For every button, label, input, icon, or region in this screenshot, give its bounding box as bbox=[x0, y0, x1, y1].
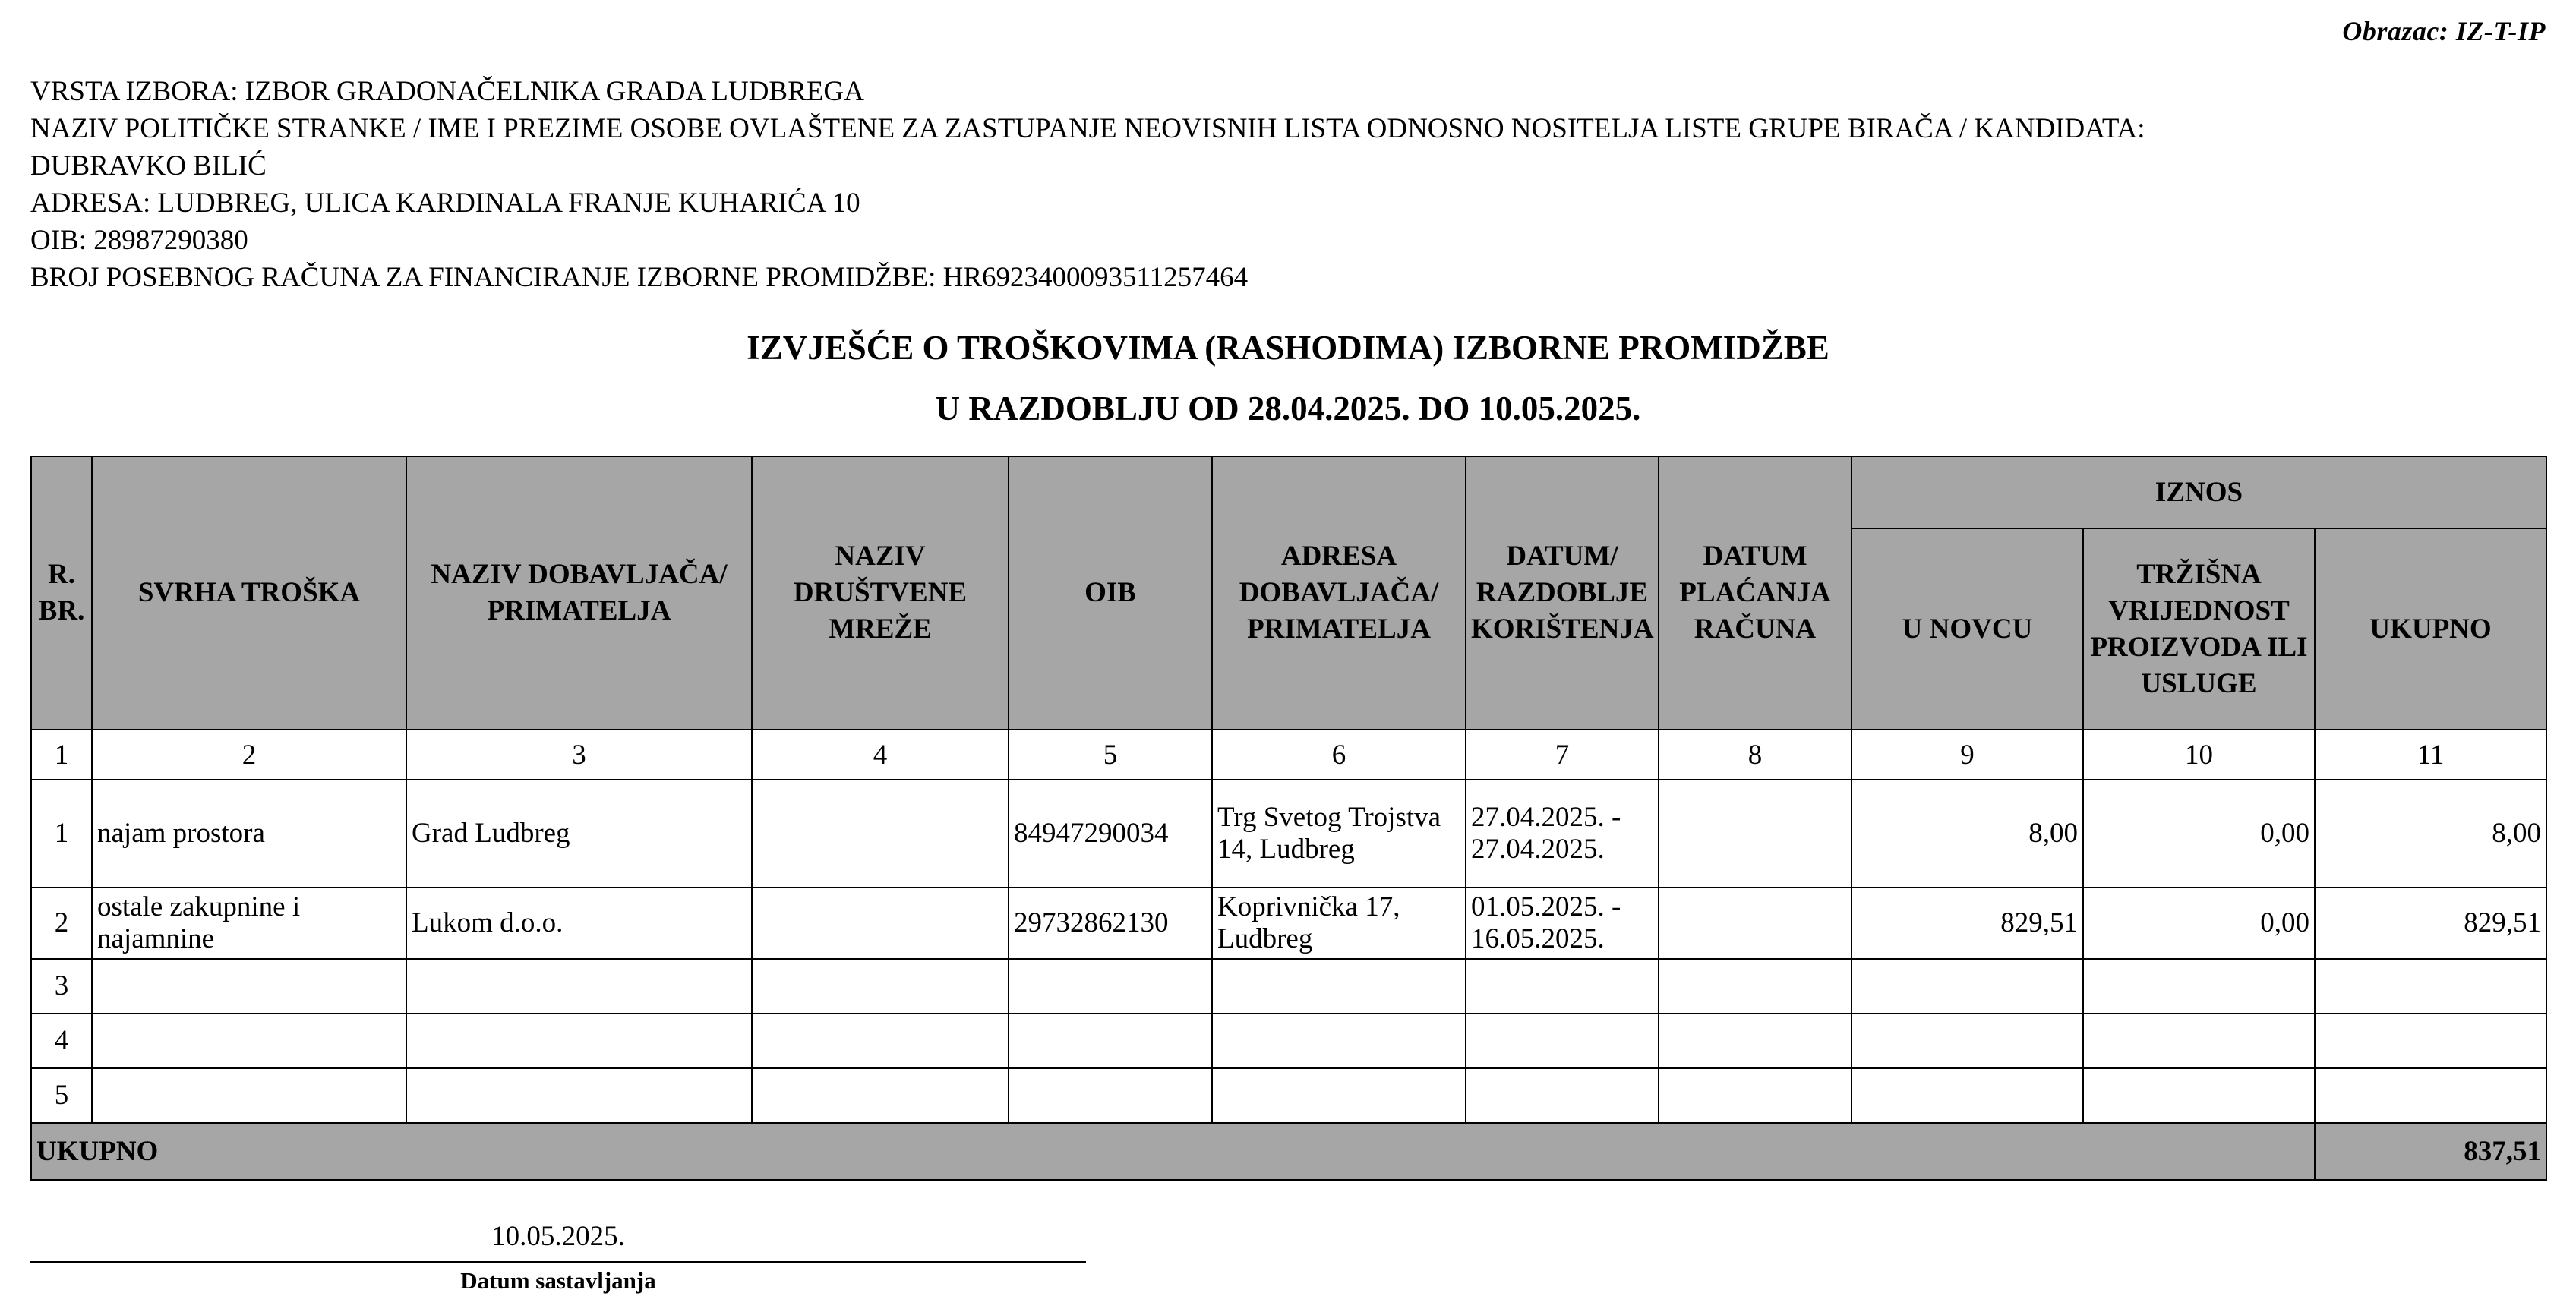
cell-trzisna: 0,00 bbox=[2083, 780, 2315, 888]
header-ukupno: UKUPNO bbox=[2315, 528, 2546, 730]
header-datum-placanja: DATUM PLAĆANJA RAČUNA bbox=[1659, 456, 1852, 730]
header-oib: OIB bbox=[1009, 456, 1212, 730]
header-datum-razdoblje: DATUM/ RAZDOBLJE KORIŠTENJA bbox=[1466, 456, 1659, 730]
cell-datum-razdoblje: 27.04.2025. - 27.04.2025. bbox=[1466, 780, 1659, 888]
compilation-date-label: Datum sastavljanja bbox=[460, 1267, 656, 1294]
cell-svrha: najam prostora bbox=[92, 780, 406, 888]
column-number: 9 bbox=[1852, 730, 2083, 780]
account-number: BROJ POSEBNOG RAČUNA ZA FINANCIRANJE IZBORNE PROMIDŽBE: HR6923400093511257464 bbox=[30, 262, 1249, 293]
cell-rbr: 1 bbox=[31, 780, 92, 888]
report-period: U RAZDOBLJU OD 28.04.2025. DO 10.05.2025. bbox=[935, 389, 1641, 427]
report-title: IZVJEŠĆE O TROŠKOVIMA (RASHODIMA) IZBORNE PROMIDŽBE bbox=[747, 329, 1829, 367]
cell-rbr: 3 bbox=[31, 959, 92, 1014]
party-address: ADRESA: LUDBREG, ULICA KARDINALA FRANJE KUHARIĆA 10 bbox=[30, 188, 860, 219]
table-row bbox=[31, 780, 2546, 888]
header-row bbox=[31, 456, 2546, 528]
header-iznos: IZNOS bbox=[1852, 456, 2546, 528]
table-row bbox=[31, 1068, 2546, 1123]
party-name: DUBRAVKO BILIĆ bbox=[30, 150, 267, 181]
header-drustvena-mreza: NAZIV DRUŠTVENE MREŽE bbox=[752, 456, 1009, 730]
cell-mreza bbox=[752, 780, 1009, 888]
party-label: NAZIV POLITIČKE STRANKE / IME I PREZIME OSOBE OVLAŠTENE ZA ZASTUPANJE NEOVISNIH LISTA ODNOSNO NOSITELJA LISTE GRUPE BIRAČA / KANDIDATA: bbox=[30, 113, 2145, 144]
cell-naziv: Lukom d.o.o. bbox=[406, 888, 752, 959]
column-number: 10 bbox=[2083, 730, 2315, 780]
header-rbr: R. BR. bbox=[31, 456, 92, 730]
column-number: 4 bbox=[752, 730, 1009, 780]
cell-adresa: Trg Svetog Trojstva 14, Ludbreg bbox=[1212, 780, 1466, 888]
column-number-row bbox=[31, 730, 2546, 780]
cell-u-novcu: 8,00 bbox=[1852, 780, 2083, 888]
table-row bbox=[31, 1014, 2546, 1068]
total-value: 837,51 bbox=[2315, 1123, 2546, 1180]
column-number: 5 bbox=[1009, 730, 1212, 780]
cell-trzisna: 0,00 bbox=[2083, 888, 2315, 959]
expense-table bbox=[30, 456, 2547, 1181]
column-number: 8 bbox=[1659, 730, 1852, 780]
header-svrha: SVRHA TROŠKA bbox=[92, 456, 406, 730]
cell-ukupno: 8,00 bbox=[2315, 780, 2546, 888]
cell-naziv: Grad Ludbreg bbox=[406, 780, 752, 888]
cell-datum-placanja bbox=[1659, 888, 1852, 959]
cell-adresa: Koprivnička 17, Ludbreg bbox=[1212, 888, 1466, 959]
cell-datum-placanja bbox=[1659, 780, 1852, 888]
column-number: 7 bbox=[1466, 730, 1659, 780]
table-row bbox=[31, 888, 2546, 959]
cell-ukupno: 829,51 bbox=[2315, 888, 2546, 959]
cell-rbr: 4 bbox=[31, 1014, 92, 1068]
cell-datum-razdoblje: 01.05.2025. - 16.05.2025. bbox=[1466, 888, 1659, 959]
total-label: UKUPNO bbox=[31, 1123, 2315, 1180]
table-row bbox=[31, 959, 2546, 1014]
date-block bbox=[30, 1219, 1086, 1296]
column-number: 1 bbox=[31, 730, 92, 780]
cell-svrha: ostale zakupnine i najamnine bbox=[92, 888, 406, 959]
cell-mreza bbox=[752, 888, 1009, 959]
report-header bbox=[30, 73, 2546, 296]
cell-rbr: 2 bbox=[31, 888, 92, 959]
header-adresa: ADRESA DOBAVLJAČA/ PRIMATELJA bbox=[1212, 456, 1466, 730]
compilation-date: 10.05.2025. bbox=[491, 1221, 625, 1252]
cell-u-novcu: 829,51 bbox=[1852, 888, 2083, 959]
column-number: 6 bbox=[1212, 730, 1466, 780]
cell-oib: 84947290034 bbox=[1009, 780, 1212, 888]
column-number: 3 bbox=[406, 730, 752, 780]
total-row bbox=[31, 1123, 2546, 1180]
signature-line bbox=[30, 1261, 1086, 1263]
party-oib: OIB: 28987290380 bbox=[30, 225, 248, 256]
form-code: Obrazac: IZ-T-IP bbox=[2342, 16, 2546, 46]
column-number: 11 bbox=[2315, 730, 2546, 780]
header-trzisna-vrijednost: TRŽIŠNA VRIJEDNOST PROIZVODA ILI USLUGE bbox=[2083, 528, 2315, 730]
cell-oib: 29732862130 bbox=[1009, 888, 1212, 959]
header-u-novcu: U NOVCU bbox=[1852, 528, 2083, 730]
header-naziv-dobavljaca: NAZIV DOBAVLJAČA/ PRIMATELJA bbox=[406, 456, 752, 730]
cell-rbr: 5 bbox=[31, 1068, 92, 1123]
election-type: VRSTA IZBORA: IZBOR GRADONAČELNIKA GRADA LUDBREGA bbox=[30, 76, 864, 107]
column-number: 2 bbox=[92, 730, 406, 780]
